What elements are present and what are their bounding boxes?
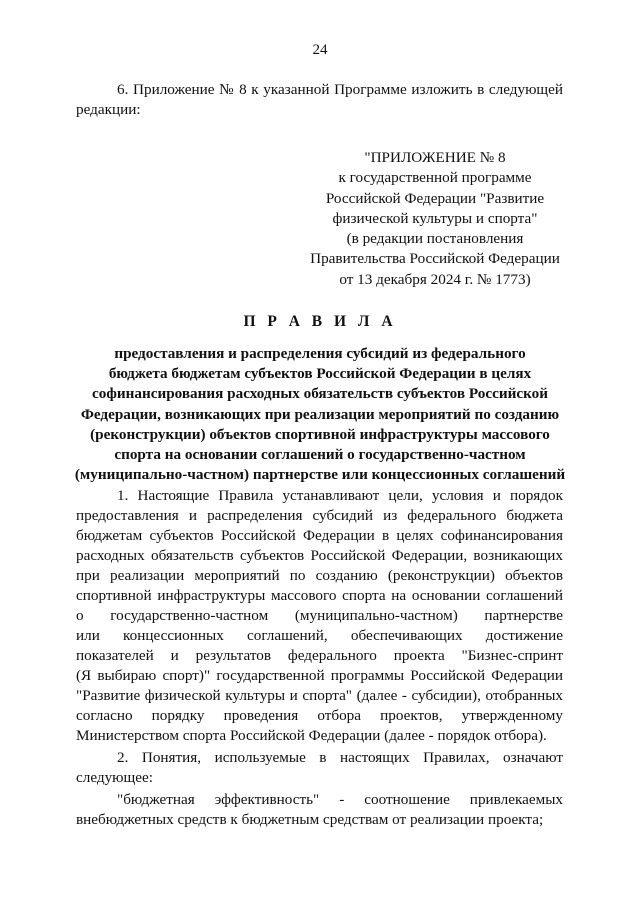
paragraph-2-line: следующее: (76, 769, 153, 786)
appendix-line: (в редакции постановления (346, 230, 524, 248)
document-title: П Р А В И Л А (243, 313, 397, 330)
paragraph-1-line: расходных обязательств субъектов Российской Федерации, возникающих (76, 547, 563, 564)
intro-line-1: 6. Приложение № 8 к указанной Программе изложить в следующей (117, 81, 563, 98)
paragraph-1-line: или концессионных соглашений, обеспечивающих достижение (76, 627, 563, 644)
appendix-line: физической культуры и спорта" (332, 209, 538, 227)
definition-line: внебюджетных средств к бюджетным средствам от реализации проекта; (76, 811, 544, 828)
definition-line: "бюджетная эффективность" - соотношение привлекаемых (117, 791, 563, 808)
paragraph-1-line: 1. Настоящие Правила устанавливают цели, условия и порядок (117, 487, 563, 504)
appendix-line: к государственной программе (338, 169, 532, 187)
paragraph-1-line: при реализации мероприятий по созданию (реконструкции) объектов (76, 567, 563, 584)
subtitle-line: Федерации, возникающих при реализации мероприятий по созданию (80, 405, 560, 423)
appendix-line: Правительства Российской Федерации (310, 250, 560, 268)
paragraph-1-line: бюджетам субъектов Российской Федерации в целях софинансирования (76, 527, 563, 544)
appendix-header (290, 148, 580, 290)
subtitle-line: спорта на основании соглашений о государственно-частном (114, 446, 526, 464)
paragraph-1-line: спортивной инфраструктуры массового спорта на основании соглашений (76, 587, 563, 604)
subtitle-line: (реконструкции) объектов спортивной инфраструктуры массового (90, 425, 550, 443)
appendix-line: от 13 декабря 2024 г. № 1773) (339, 270, 531, 288)
appendix-line: Российской Федерации "Развитие (325, 189, 545, 207)
paragraph-1-line: (Я выбираю спорт)" государственной программы Российской Федерации (76, 667, 563, 684)
paragraph-2-line: 2. Понятия, используемые в настоящих Правилах, означают (117, 749, 563, 766)
paragraph-1-line: показателей и результатов федерального проекта "Бизнес-спринт (76, 647, 563, 664)
paragraph-1-line: "Развитие физической культуры и спорта" (далее - субсидии), отобранных (76, 687, 563, 704)
page-number: 24 (312, 42, 328, 58)
appendix-line: "ПРИЛОЖЕНИЕ № 8 (364, 149, 506, 166)
subtitle-line: предоставления и распределения субсидий из федерального (114, 345, 526, 362)
paragraph-1-line: Министерством спорта Российской Федерации (далее - порядок отбора). (76, 727, 547, 744)
paragraph-1-line: предоставления и распределения субсидий из федерального бюджета (76, 507, 563, 524)
paragraph-1-line: о государственно-частном (муниципально-частном) партнерстве (76, 607, 563, 624)
subtitle-line: софинансирования расходных обязательств субъектов Российской (92, 385, 548, 403)
subtitle-line: (муниципально-частном) партнерстве или концессионных соглашений (74, 466, 566, 484)
paragraph-1-line: согласно порядку проведения отбора проектов, утвержденному (76, 707, 563, 724)
subtitle-line: бюджета бюджетам субъектов Российской Федерации в целях (108, 365, 532, 383)
intro-line-2: редакции: (76, 101, 141, 118)
document-subtitle (60, 344, 580, 485)
